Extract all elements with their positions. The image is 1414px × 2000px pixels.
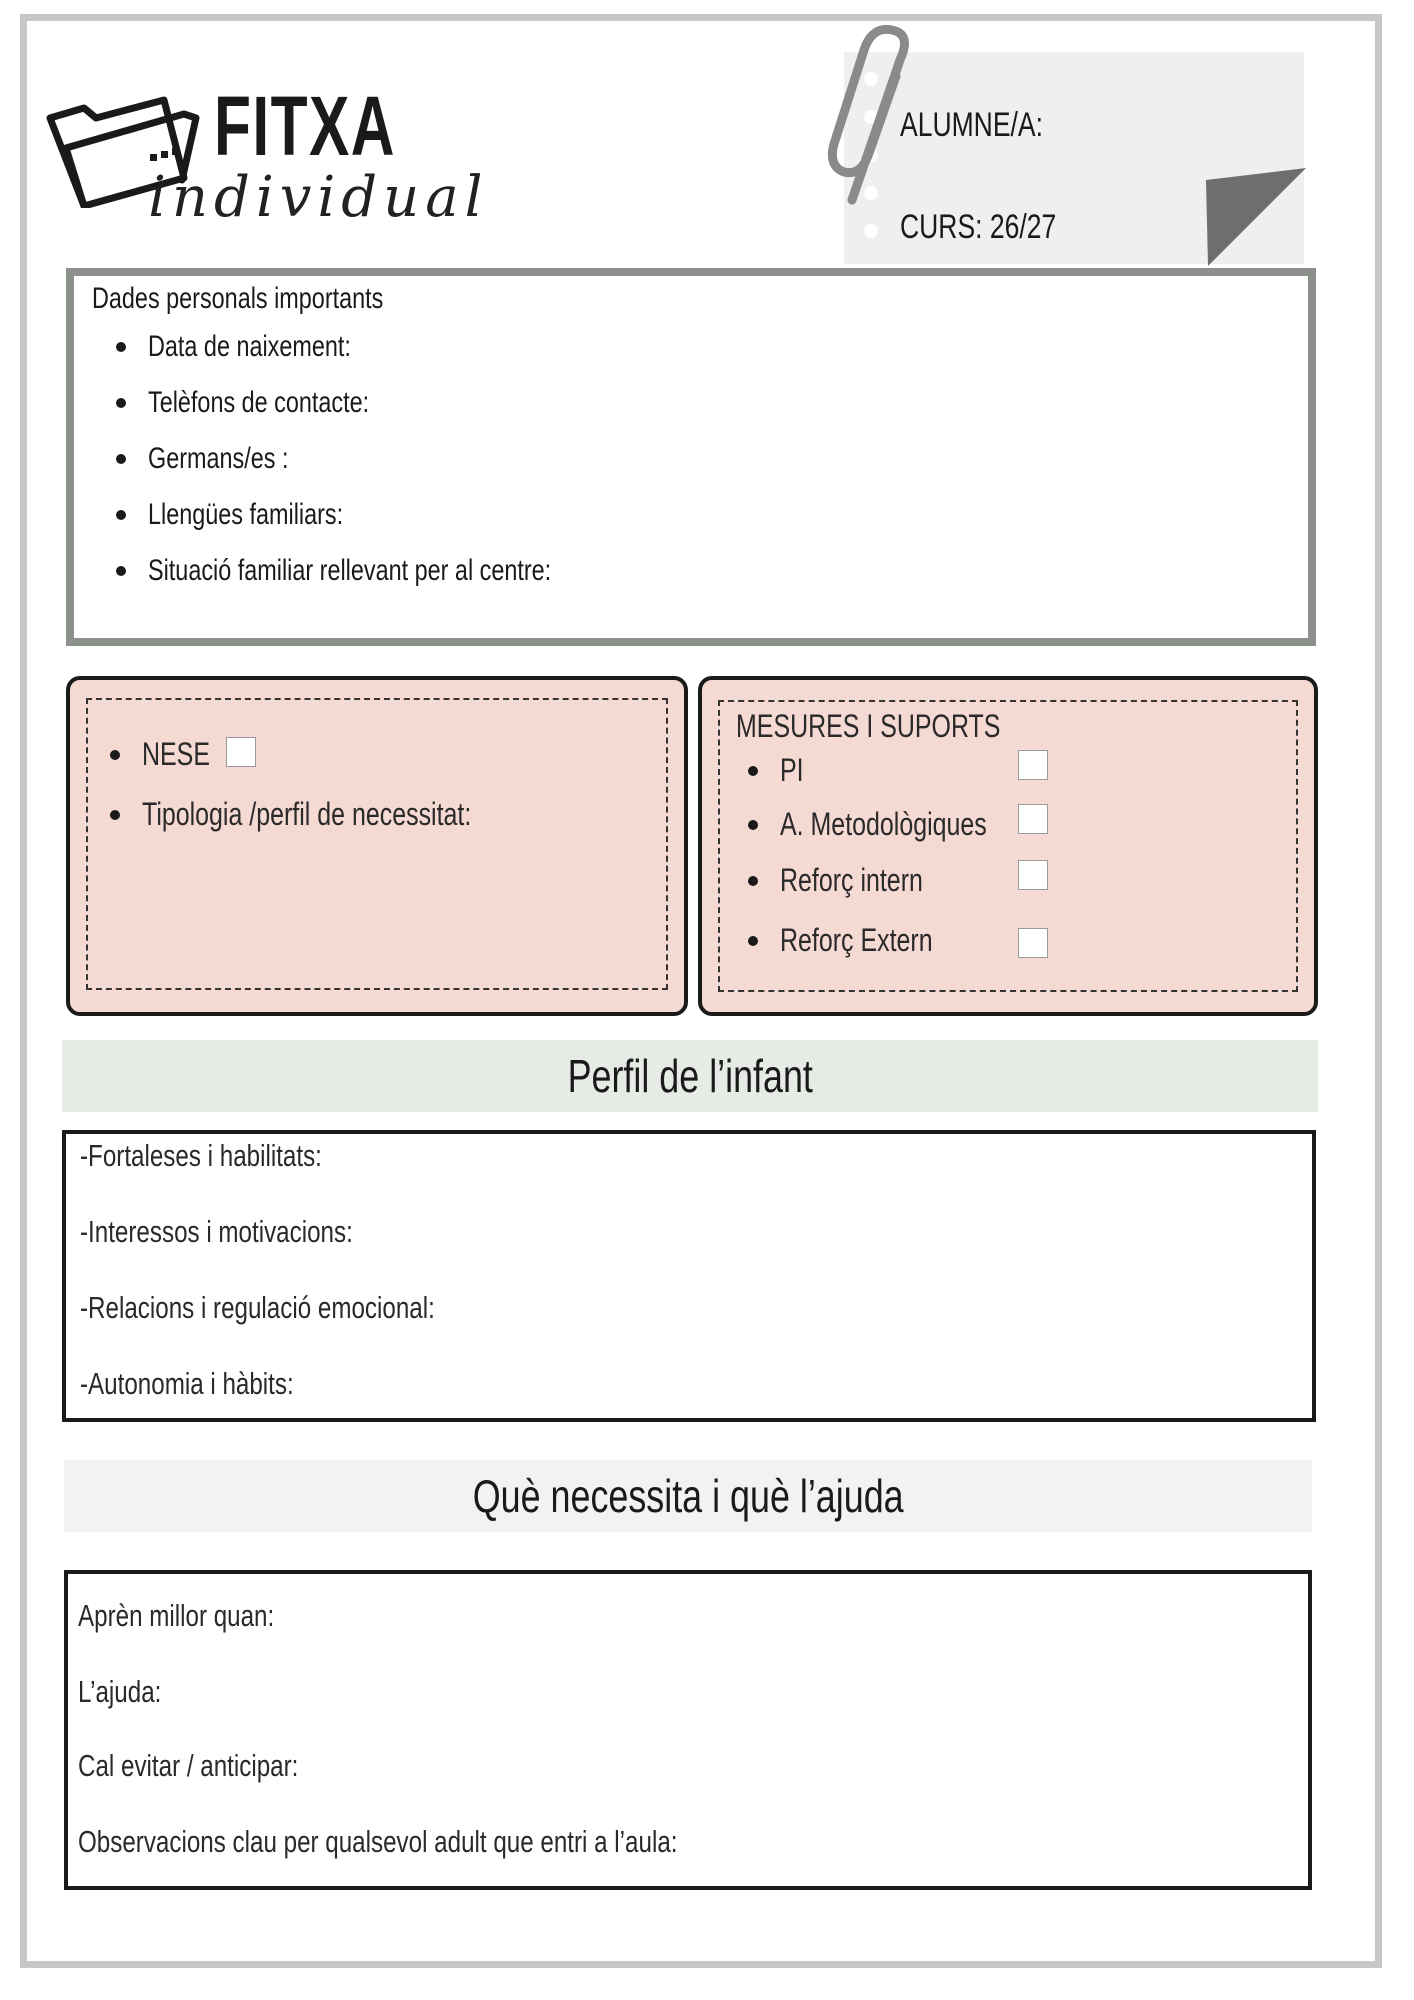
paperclip-icon — [826, 24, 936, 224]
measure-item-internal-support: Reforç intern — [748, 862, 963, 899]
needs-item-typology: Tipologia /perfil de necessitat: — [110, 796, 564, 833]
personal-item-birthdate: Data de naixement: — [116, 330, 408, 364]
external-support-checkbox[interactable] — [1018, 928, 1048, 958]
measure-item-external-support: Reforç Extern — [748, 922, 976, 959]
measure-item-methodological: A. Metodològiques — [748, 806, 1045, 843]
course-label: CURS: 26/27 — [900, 208, 1057, 246]
profile-line-strengths: -Fortaleses i habilitats: — [80, 1138, 322, 1173]
personal-item-phones: Telèfons de contacte: — [116, 386, 432, 420]
personal-item-family-situation: Situació familiar rellevant per al centre: — [116, 554, 665, 588]
measures-title: MESURES I SUPORTS — [736, 708, 1001, 744]
personal-item-languages: Llengües familiars: — [116, 498, 398, 532]
profile-section-header: Perfil de l’infant — [62, 1040, 1318, 1112]
document-title: FITXA — [214, 79, 396, 173]
personal-data-title: Dades personals importants — [92, 282, 384, 315]
help-section-header: Què necessita i què l’ajuda — [64, 1460, 1312, 1532]
help-line-observations: Observacions clau per qualsevol adult que entri a l’aula: — [78, 1824, 678, 1859]
profile-line-interests: -Interessos i motivacions: — [80, 1214, 353, 1249]
nese-checkbox[interactable] — [226, 737, 256, 767]
personal-item-siblings: Germans/es : — [116, 442, 328, 476]
pi-checkbox[interactable] — [1018, 750, 1048, 780]
profile-line-relations: -Relacions i regulació emocional: — [80, 1290, 435, 1325]
student-label: ALUMNE/A: — [900, 106, 1043, 144]
help-line-learns-best: Aprèn millor quan: — [78, 1598, 275, 1633]
profile-line-autonomy: -Autonomia i hàbits: — [80, 1366, 294, 1401]
measure-item-pi: PI — [748, 752, 810, 789]
document-subtitle: individual — [148, 165, 489, 230]
internal-support-checkbox[interactable] — [1018, 860, 1048, 890]
help-line-avoid: Cal evitar / anticipar: — [78, 1748, 299, 1783]
needs-item-nese: NESE — [110, 736, 229, 773]
help-line-helps: L’ajuda: — [78, 1674, 162, 1709]
note-corner-fold — [1206, 168, 1306, 266]
methodological-checkbox[interactable] — [1018, 804, 1048, 834]
